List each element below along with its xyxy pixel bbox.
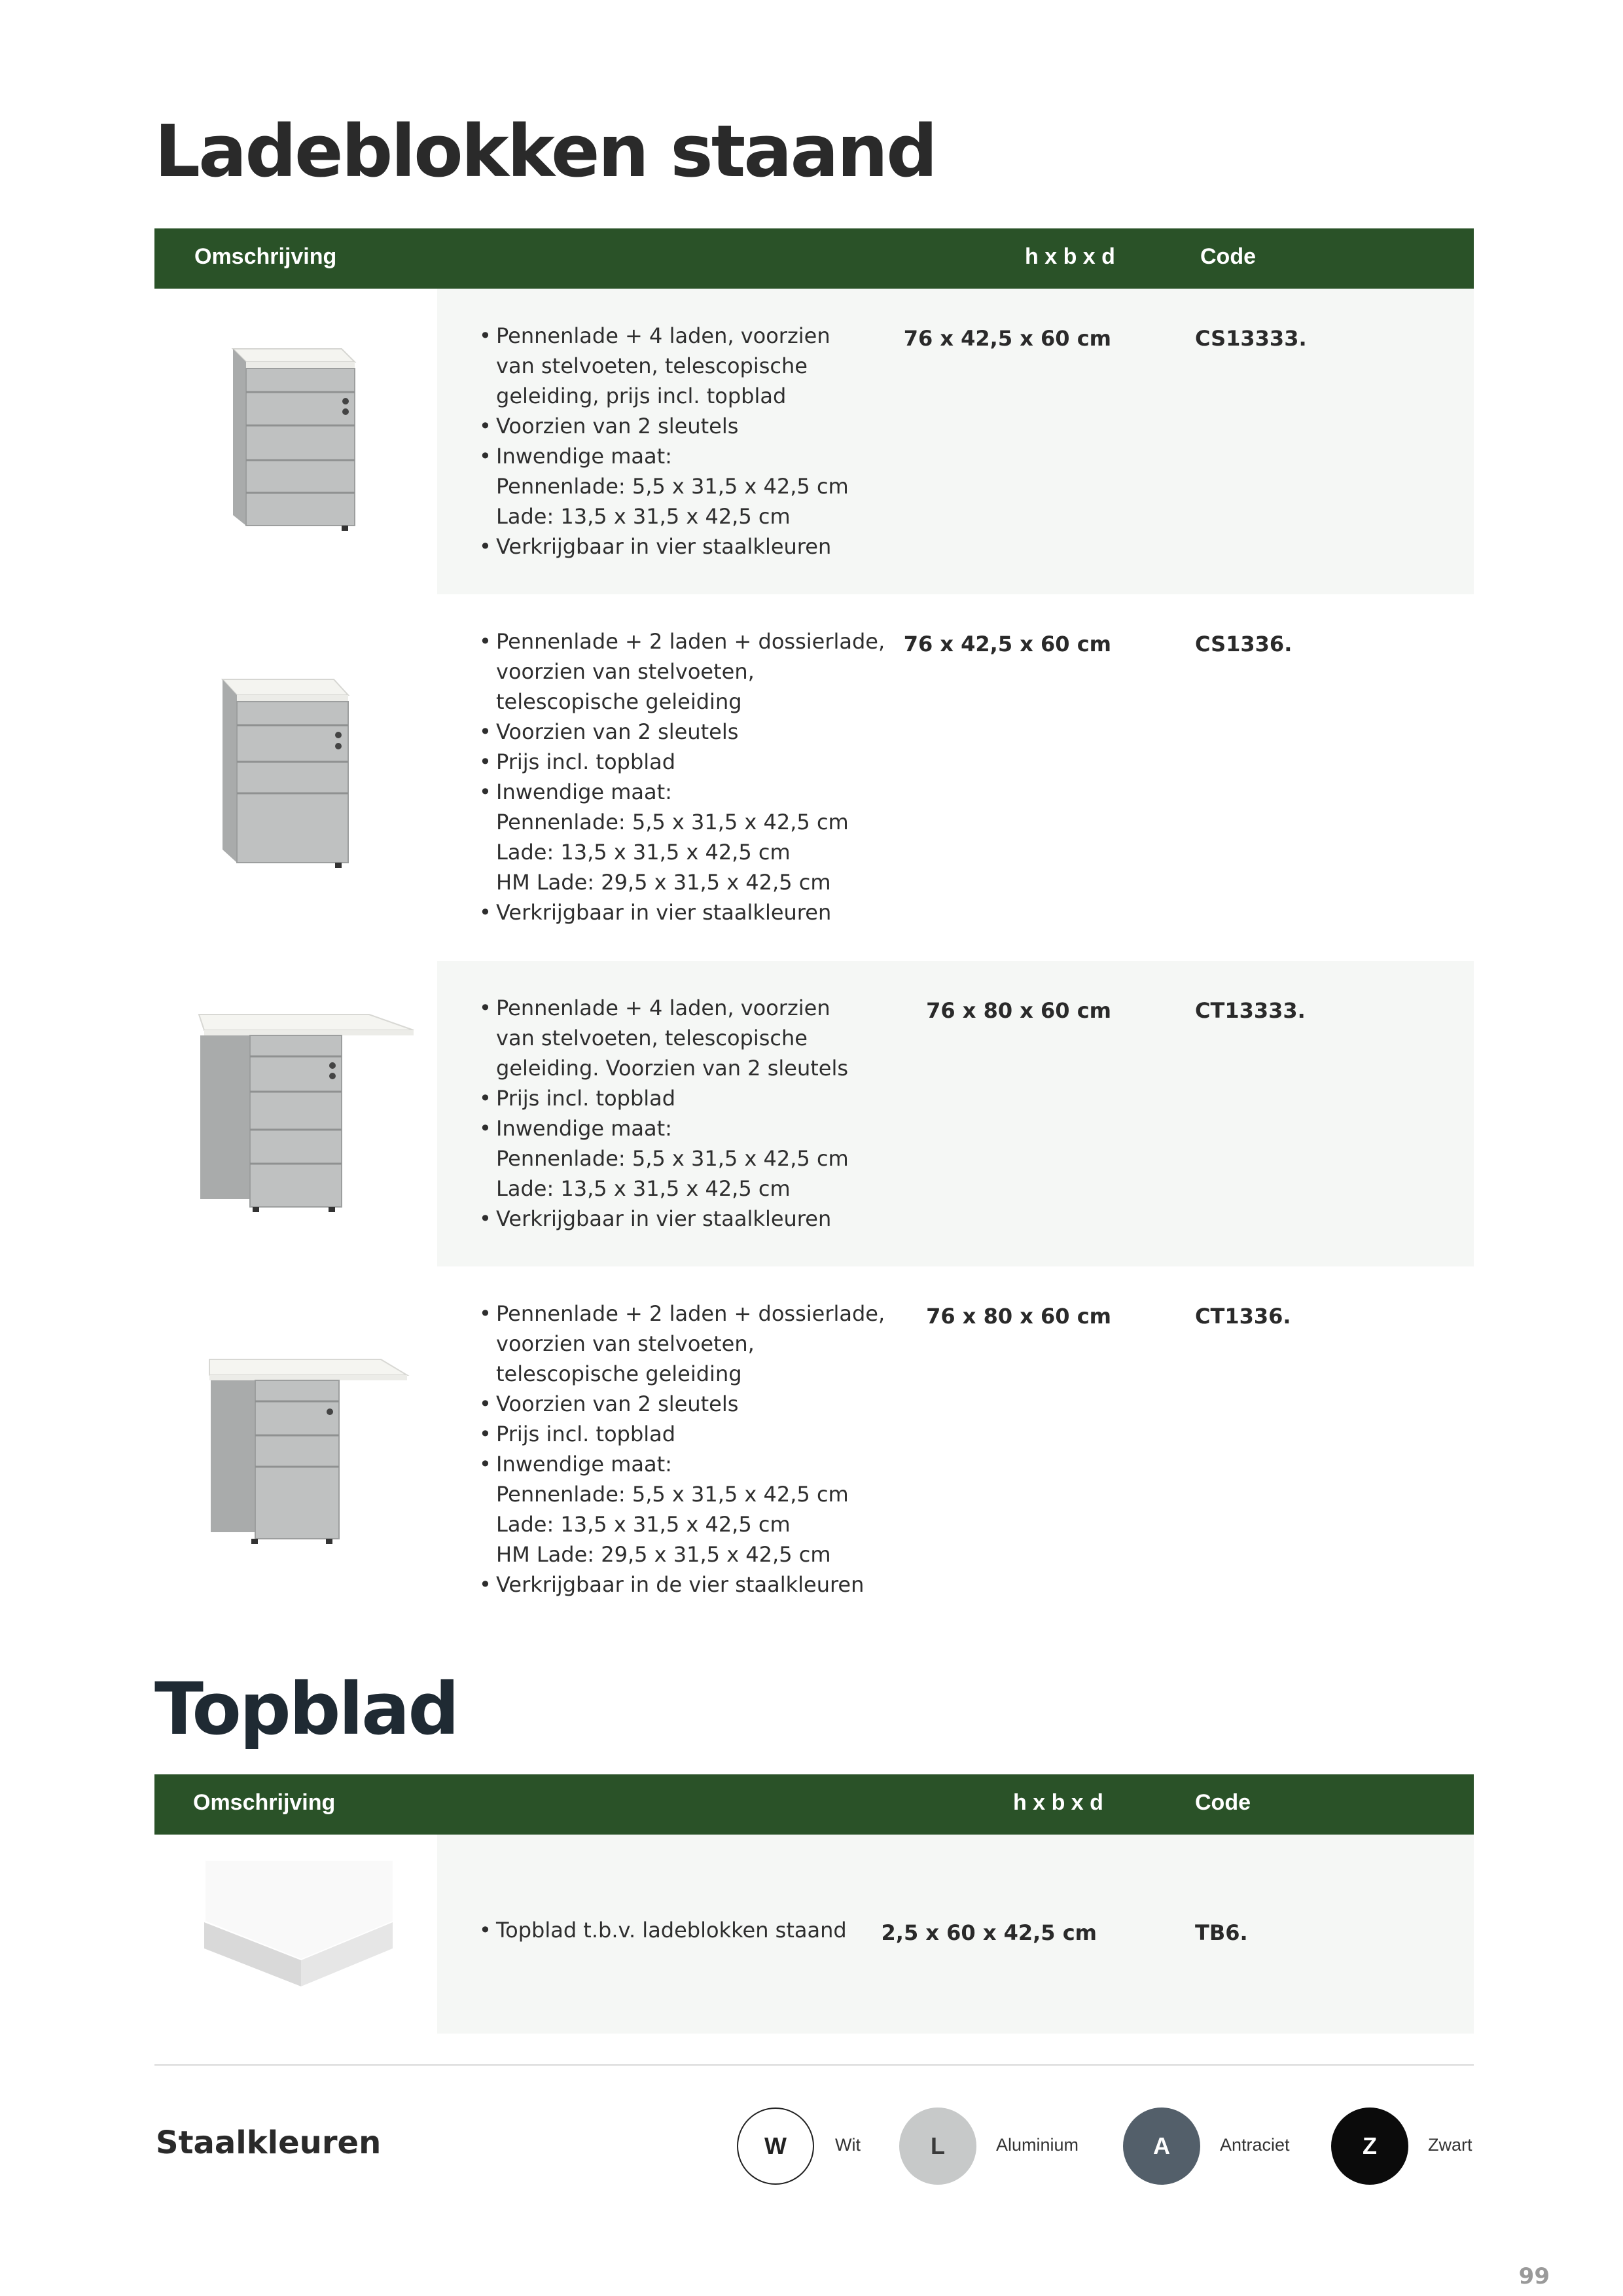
cabinet-5-drawer-icon [154, 289, 437, 594]
desc-line: HM Lade: 29,5 x 31,5 x 42,5 cm [496, 870, 831, 895]
desc-line: • Topblad t.b.v. ladeblokken staand [479, 1915, 847, 1945]
section-title: Topblad [154, 1667, 458, 1751]
product-description [479, 1915, 847, 1945]
product-code: TB6. [1195, 1920, 1248, 1945]
product-description [479, 321, 849, 562]
product-image [154, 961, 437, 1266]
product-dimensions: 76 x 80 x 60 cm [926, 998, 1111, 1023]
desc-line: • Prijs incl. topblad [479, 747, 885, 777]
desc-line: telescopische geleiding [496, 689, 742, 714]
desc-line: • Verkrijgbaar in de vier staalkleuren [479, 1570, 885, 1600]
desc-line: HM Lade: 29,5 x 31,5 x 42,5 cm [496, 1542, 831, 1567]
cabinet-wide-top-3-drawer-icon [154, 1266, 437, 1633]
header-dimensions: h x b x d [1025, 244, 1115, 269]
table-row [154, 289, 1474, 594]
desc-line: telescopische geleiding [496, 1361, 742, 1386]
page-number: 99 [1518, 2263, 1550, 2289]
desc-line: Lade: 13,5 x 31,5 x 42,5 cm [496, 1176, 791, 1201]
table-header [154, 1774, 1474, 1835]
desc-line: voorzien van stelvoeten, [496, 659, 755, 684]
product-code: CT13333. [1195, 998, 1306, 1023]
product-code: CS1336. [1195, 632, 1293, 656]
swatch-label-wit: Wit [835, 2135, 861, 2155]
product-code: CT1336. [1195, 1304, 1291, 1329]
staalkleuren-title: Staalkleuren [156, 2125, 382, 2161]
divider [154, 2064, 1474, 2066]
product-image [154, 1835, 437, 2034]
desc-line: geleiding. Voorzien van 2 sleutels [496, 1056, 849, 1081]
desc-line: • Voorzien van 2 sleutels [479, 1389, 885, 1419]
desc-line: Lade: 13,5 x 31,5 x 42,5 cm [496, 504, 791, 529]
desc-line: • Pennenlade + 4 laden, voorzien [479, 321, 849, 351]
product-dimensions: 76 x 42,5 x 60 cm [903, 632, 1111, 656]
desc-line: van stelvoeten, telescopische [496, 353, 808, 378]
top-panel-icon [154, 1835, 437, 2034]
desc-line: Lade: 13,5 x 31,5 x 42,5 cm [496, 840, 791, 865]
product-image [154, 594, 437, 961]
desc-line: • Inwendige maat: [479, 777, 885, 807]
header-description: Omschrijving [193, 1790, 336, 1815]
table-row [154, 961, 1474, 1266]
desc-line: Pennenlade: 5,5 x 31,5 x 42,5 cm [496, 1482, 849, 1507]
desc-line: • Inwendige maat: [479, 441, 849, 471]
product-image [154, 1266, 437, 1633]
table-row [154, 594, 1474, 961]
swatch-wit: W [737, 2108, 814, 2185]
product-description [479, 626, 885, 927]
header-description: Omschrijving [194, 244, 337, 269]
product-code: CS13333. [1195, 326, 1307, 351]
desc-line: • Prijs incl. topblad [479, 1419, 885, 1449]
product-description [479, 993, 849, 1234]
swatch-antraciet: A [1123, 2108, 1200, 2185]
desc-line: Pennenlade: 5,5 x 31,5 x 42,5 cm [496, 1146, 849, 1171]
product-dimensions: 76 x 80 x 60 cm [926, 1304, 1111, 1329]
header-code: Code [1195, 1790, 1251, 1815]
desc-line: geleiding, prijs incl. topblad [496, 384, 787, 408]
desc-line: • Voorzien van 2 sleutels [479, 717, 885, 747]
desc-line: • Prijs incl. topblad [479, 1083, 849, 1113]
desc-line: • Pennenlade + 2 laden + dossierlade, [479, 626, 885, 656]
desc-line: Pennenlade: 5,5 x 31,5 x 42,5 cm [496, 474, 849, 499]
desc-line: • Inwendige maat: [479, 1113, 849, 1143]
desc-line: • Inwendige maat: [479, 1449, 885, 1479]
swatch-aluminium: L [899, 2108, 976, 2185]
product-description [479, 1299, 885, 1600]
product-dimensions: 2,5 x 60 x 42,5 cm [881, 1920, 1097, 1945]
header-dimensions: h x b x d [1013, 1790, 1103, 1815]
desc-line: • Pennenlade + 2 laden + dossierlade, [479, 1299, 885, 1329]
desc-line: • Verkrijgbaar in vier staalkleuren [479, 1204, 849, 1234]
desc-line: Lade: 13,5 x 31,5 x 42,5 cm [496, 1512, 791, 1537]
cabinet-wide-top-5-drawer-icon [154, 961, 437, 1266]
desc-line: • Voorzien van 2 sleutels [479, 411, 849, 441]
table-row [154, 1266, 1474, 1633]
desc-line: voorzien van stelvoeten, [496, 1331, 755, 1356]
table-row [154, 1835, 1474, 2034]
table-header [154, 228, 1474, 289]
swatch-label-antraciet: Antraciet [1220, 2135, 1290, 2155]
swatch-zwart: Z [1331, 2108, 1408, 2185]
desc-line: • Verkrijgbaar in vier staalkleuren [479, 897, 885, 927]
page-title: Ladeblokken staand [154, 109, 936, 193]
product-image [154, 289, 437, 594]
header-code: Code [1200, 244, 1256, 269]
desc-line: Pennenlade: 5,5 x 31,5 x 42,5 cm [496, 810, 849, 834]
swatch-label-aluminium: Aluminium [996, 2135, 1079, 2155]
cabinet-3-drawer-icon [154, 594, 437, 961]
swatch-label-zwart: Zwart [1428, 2135, 1472, 2155]
desc-line: • Pennenlade + 4 laden, voorzien [479, 993, 849, 1023]
desc-line: • Verkrijgbaar in vier staalkleuren [479, 531, 849, 562]
desc-line: van stelvoeten, telescopische [496, 1026, 808, 1050]
product-dimensions: 76 x 42,5 x 60 cm [903, 326, 1111, 351]
